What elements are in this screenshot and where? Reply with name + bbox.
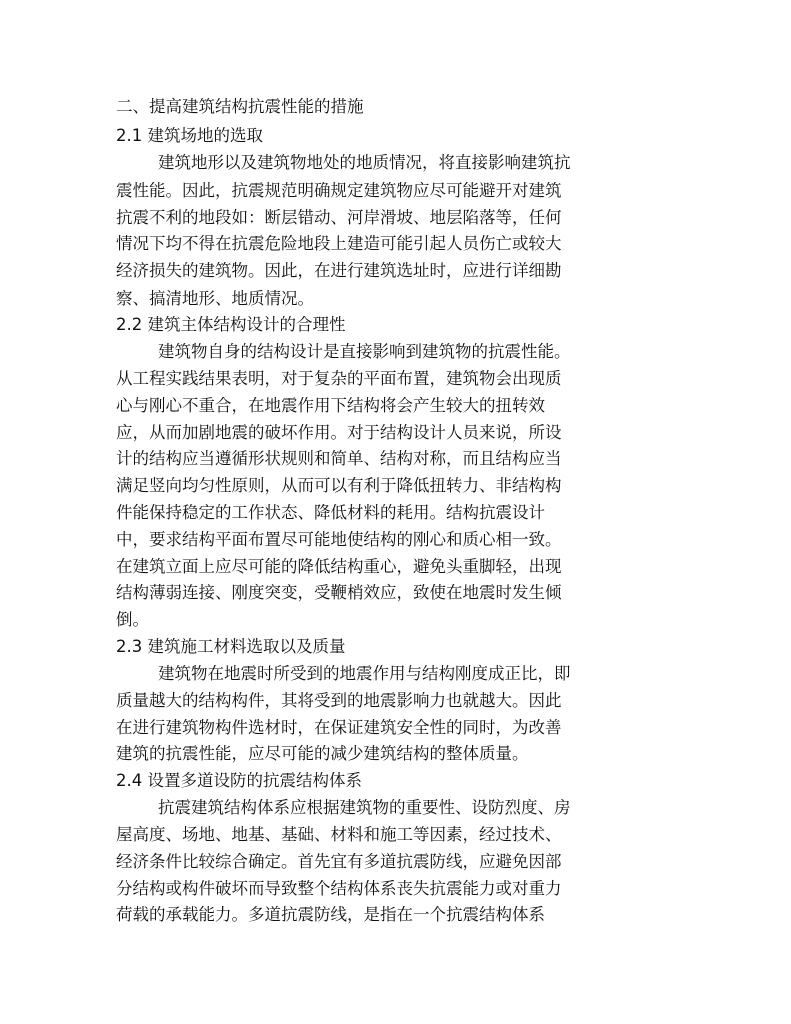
subsection-heading-2-4: 2.4 设置多道设防的抗震结构体系 xyxy=(116,771,362,790)
paragraph-line: 经济损失的建筑物。因此，在进行建筑选址时，应进行详细勘 xyxy=(116,261,562,280)
paragraph-line: 分结构或构件破坏而导致整个结构体系丧失抗震能力或对重力 xyxy=(116,879,562,898)
paragraph-line: 应，从而加剧地震的破坏作用。对于结构设计人员来说，所设 xyxy=(116,423,562,442)
paragraph-line: 在进行建筑物构件选材时，在保证建筑安全性的同时，为改善 xyxy=(116,718,562,737)
paragraph-line: 抗震建筑结构体系应根据建筑物的重要性、设防烈度、房 xyxy=(158,798,571,817)
paragraph-line: 倒。 xyxy=(116,610,149,629)
paragraph-line: 荷载的承载能力。多道抗震防线，是指在一个抗震结构体系 xyxy=(116,905,545,924)
paragraph-line: 屋高度、场地、地基、基础、材料和施工等因素，经过技术、 xyxy=(116,825,562,844)
paragraph-line: 结构薄弱连接、刚度突变，受鞭梢效应，致使在地震时发生倾 xyxy=(116,583,562,602)
subsection-heading-2-1: 2.1 建筑场地的选取 xyxy=(116,126,263,145)
paragraph-line: 中，要求结构平面布置尽可能地使结构的刚心和质心相一致。 xyxy=(116,530,562,549)
paragraph-line: 建筑物在地震时所受到的地震作用与结构刚度成正比，即 xyxy=(158,664,571,683)
paragraph-line: 在建筑立面上应尽可能的降低结构重心，避免头重脚轻，出现 xyxy=(116,557,562,576)
paragraph-line: 建筑物自身的结构设计是直接影响到建筑物的抗震性能。 xyxy=(158,342,571,361)
paragraph-line: 质量越大的结构构件，其将受到的地震影响力也就越大。因此 xyxy=(116,691,562,710)
paragraph-line: 察、搞清地形、地质情况。 xyxy=(116,289,314,308)
paragraph-line: 抗震不利的地段如：断层错动、河岸滑坡、地层陷落等，任何 xyxy=(116,208,562,227)
paragraph-line: 计的结构应当遵循形状规则和简单、结构对称，而且结构应当 xyxy=(116,449,562,468)
paragraph-line: 建筑的抗震性能，应尽可能的减少建筑结构的整体质量。 xyxy=(116,744,529,763)
subsection-heading-2-2: 2.2 建筑主体结构设计的合理性 xyxy=(116,315,346,334)
paragraph-line: 震性能。因此，抗震规范明确规定建筑物应尽可能避开对建筑 xyxy=(116,181,562,200)
section-heading: 二、提高建筑结构抗震性能的措施 xyxy=(116,97,364,116)
paragraph-line: 建筑地形以及建筑物地处的地质情况，将直接影响建筑抗 xyxy=(158,153,571,172)
paragraph-line: 件能保持稳定的工作状态、降低材料的耗用。结构抗震设计 xyxy=(116,503,545,522)
paragraph-line: 经济条件比较综合确定。首先宜有多道抗震防线，应避免因部 xyxy=(116,852,562,871)
paragraph-line: 心与刚心不重合，在地震作用下结构将会产生较大的扭转效 xyxy=(116,396,545,415)
paragraph-line: 情况下均不得在抗震危险地段上建造可能引起人员伤亡或较大 xyxy=(116,234,562,253)
paragraph-line: 从工程实践结果表明，对于复杂的平面布置，建筑物会出现质 xyxy=(116,369,562,388)
paragraph-line: 满足竖向均匀性原则，从而可以有利于降低扭转力、非结构构 xyxy=(116,476,562,495)
subsection-heading-2-3: 2.3 建筑施工材料选取以及质量 xyxy=(116,637,346,656)
